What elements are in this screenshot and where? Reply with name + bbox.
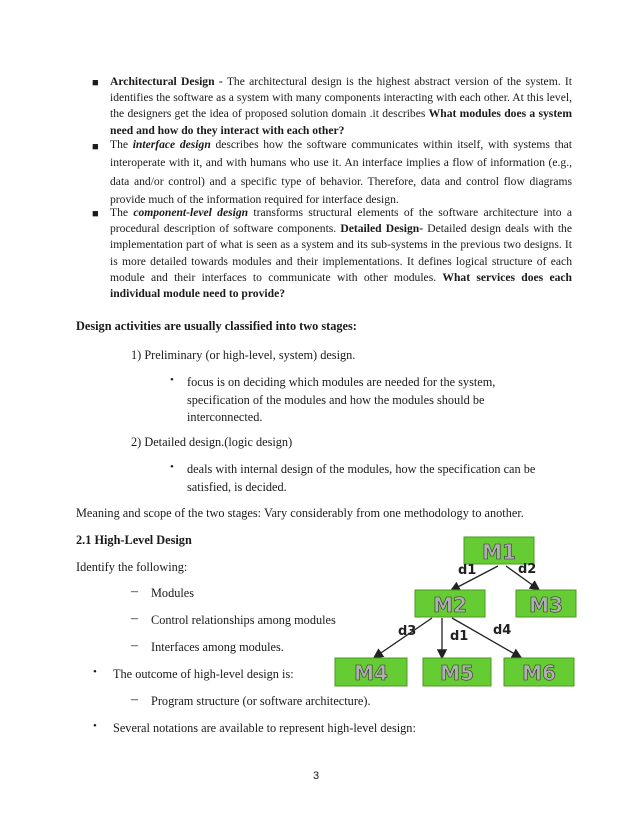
bullet-lead: Architectural Design - (110, 75, 223, 88)
bullet-tail: What modules does a system need and how do they interact with each other? (110, 107, 572, 137)
bullet-tail: What services does each individual module need to provide? (110, 270, 572, 301)
stage-1-detail-line-3: interconnected. (187, 410, 263, 424)
section-heading: 2.1 High-Level Design (76, 533, 192, 547)
bullet-pre: The (110, 138, 133, 151)
bullet-interface-design (110, 136, 572, 210)
bullet-lead: component-level design (133, 206, 249, 219)
node-label: M6 (522, 661, 556, 685)
page-number: 3 (313, 770, 320, 782)
edge-label: d1 (458, 563, 477, 578)
bullet-dot: • (170, 461, 174, 473)
stage-2-detail-line-2: satisfied, is decided. (187, 480, 287, 494)
bullet-dot: • (93, 720, 97, 732)
notations-text: Several notations are available to represent high-level design: (113, 721, 416, 735)
bullet-lead-2: Detailed Design- (340, 222, 424, 236)
bullet-body: The architectural design is the highest abstract version of the system. It identifies the software as a system with many components interacting with each other. At this level, the designers get the idea of proposed solution domain .it describes (110, 75, 573, 121)
bullet-body-2: Detailed design deals with the implementation part of what is seen as a system and its sub-systems in the previous two designs. It is more detailed towards modules and their implementations. It defines logical structure of each module and their interfaces to communicate with other modules. (110, 222, 573, 284)
outcome-item: Program structure (or software architecture). (151, 694, 371, 708)
edge-label: d3 (398, 624, 417, 639)
list-item: Modules (151, 586, 195, 600)
dash-icon: – (131, 611, 138, 626)
bullet-lead: interface design (132, 138, 211, 151)
list-item: Control relationships among modules (151, 613, 336, 627)
dash-icon: – (131, 638, 138, 653)
edge-label: d2 (518, 562, 537, 577)
list-item: Interfaces among modules. (151, 640, 284, 654)
node-label: M5 (440, 661, 474, 685)
stages-meaning: Meaning and scope of the two stages: Vary considerably from one methodology to another. (76, 506, 524, 520)
stage-1: 1) Preliminary (or high-level, system) design. (131, 348, 356, 362)
bullet-dot: ■ (92, 141, 99, 153)
node-label: M2 (433, 593, 467, 617)
bullet-pre: The (110, 206, 134, 219)
bullet-dot: • (170, 374, 174, 386)
edge-label: d1 (450, 629, 469, 644)
stage-1-detail-line-1: focus is on deciding which modules are needed for the system, (187, 375, 496, 389)
bullet-architectural-design (110, 74, 572, 139)
identify-text: Identify the following: (76, 560, 188, 574)
node-label: M3 (529, 593, 563, 617)
stage-2: 2) Detailed design.(logic design) (131, 435, 293, 449)
node-label: M4 (354, 661, 388, 685)
bullet-component-level-design (110, 205, 572, 302)
bullet-dot: ■ (92, 208, 99, 220)
bullet-dot: • (93, 666, 97, 678)
stage-1-detail-line-2: specification of the modules and how the modules should be (187, 393, 485, 407)
bullet-body: transforms structural elements of the software architecture into a procedural description of software components. (110, 206, 572, 236)
stage-2-detail-line-1: deals with internal design of the modules, how the specification can be (187, 462, 536, 476)
outcome-text: The outcome of high-level design is: (113, 667, 294, 681)
bullet-body: describes how the software communicates within itself, with systems that interoperate with it, and with humans who use it. An interface implies a flow of information (e.g., data and/or control) and a specific type of behavior. Therefore, data and control flow diagrams provide much of the information required for interface design. (110, 138, 572, 207)
dash-icon: – (131, 584, 138, 599)
bullet-dot: ■ (92, 77, 99, 89)
node-label: M1 (482, 540, 516, 564)
stages-heading: Design activities are usually classified into two stages: (76, 319, 357, 333)
edge-label: d4 (493, 623, 512, 638)
module-structure-diagram (330, 530, 590, 690)
dash-icon: – (131, 692, 138, 707)
